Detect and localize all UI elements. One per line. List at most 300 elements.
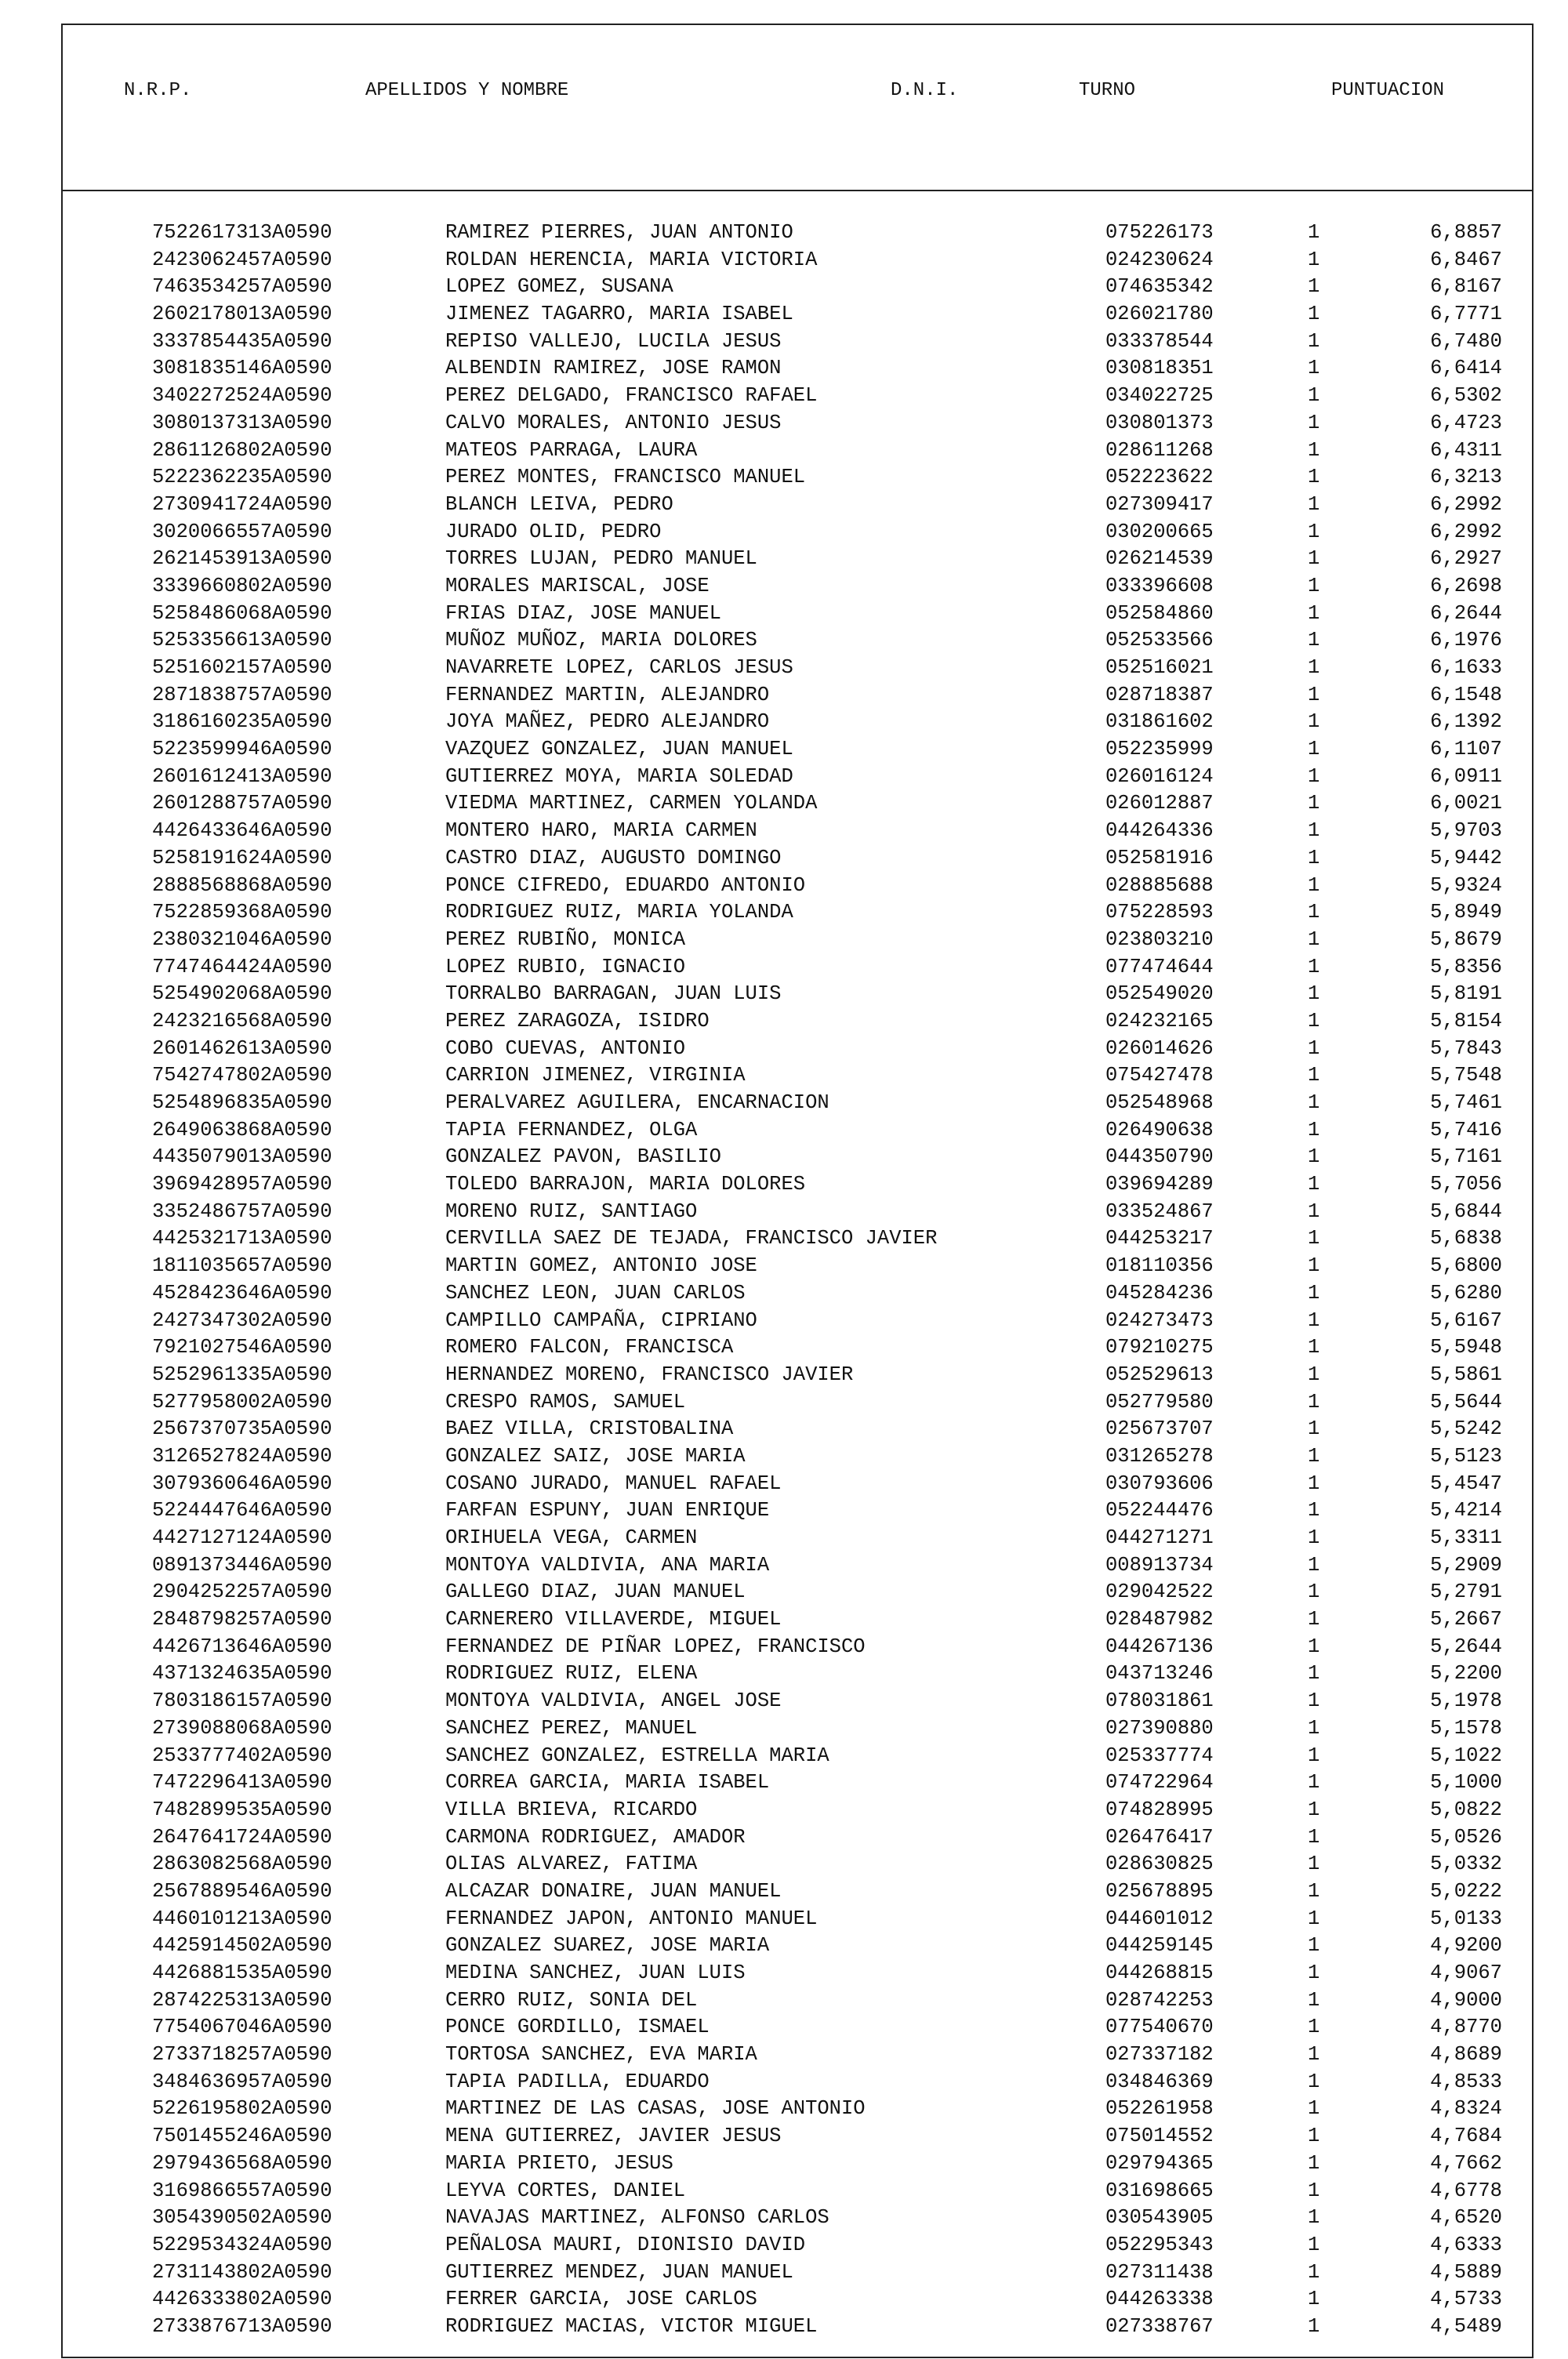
cell-nrp: 7501455246A0590 [152, 2125, 332, 2148]
cell-nrp: 2871838757A0590 [152, 683, 332, 706]
table-row [61, 709, 1534, 736]
cell-puntuacion: 5,6800 [1430, 1254, 1502, 1278]
cell-nombre: GALLEGO DIAZ, JUAN MANUEL [445, 1581, 746, 1604]
cell-nrp: 4426433646A0590 [152, 819, 332, 843]
cell-nrp: 4371324635A0590 [152, 1662, 332, 1686]
cell-nombre: JOYA MAÑEZ, PEDRO ALEJANDRO [445, 710, 770, 734]
cell-dni: 044263338 [1105, 2288, 1214, 2311]
cell-nrp: 4426333802A0590 [152, 2288, 332, 2311]
cell-nrp: 4425914502A0590 [152, 1934, 332, 1958]
cell-puntuacion: 4,7662 [1430, 2151, 1502, 2175]
cell-dni: 044253217 [1105, 1227, 1214, 1250]
cell-turno: 1 [1308, 1662, 1320, 1686]
table-row [61, 1062, 1534, 1090]
cell-nombre: TORRALBO BARRAGAN, JUAN LUIS [445, 982, 782, 1006]
column-header-turno: TURNO [1079, 80, 1136, 101]
cell-dni: 033378544 [1105, 329, 1214, 353]
cell-puntuacion: 6,1548 [1430, 683, 1502, 706]
cell-nombre: JURADO OLID, PEDRO [445, 520, 662, 543]
cell-nrp: 7463534257A0590 [152, 275, 332, 299]
cell-turno: 1 [1308, 846, 1320, 869]
cell-turno: 1 [1308, 2043, 1320, 2067]
table-row [61, 2014, 1534, 2041]
cell-nrp: 5252961335A0590 [152, 1363, 332, 1386]
table-row [61, 1036, 1534, 1063]
cell-nombre: MARTINEZ DE LAS CASAS, JOSE ANTONIO [445, 2097, 866, 2121]
cell-nrp: 3080137313A0590 [152, 411, 332, 434]
cell-nombre: ROMERO FALCON, FRANCISCA [445, 1336, 734, 1359]
table-row [61, 1743, 1534, 1770]
cell-nrp: 5223599946A0590 [152, 738, 332, 761]
cell-dni: 077540670 [1105, 2016, 1214, 2039]
table-row [61, 1308, 1534, 1335]
cell-puntuacion: 5,5948 [1430, 1336, 1502, 1359]
cell-puntuacion: 5,5123 [1430, 1444, 1502, 1468]
cell-turno: 1 [1308, 275, 1320, 299]
cell-dni: 074828995 [1105, 1798, 1214, 1821]
cell-puntuacion: 4,8324 [1430, 2097, 1502, 2121]
cell-nrp: 3079360646A0590 [152, 1472, 332, 1495]
cell-dni: 044264336 [1105, 819, 1214, 843]
cell-nrp: 2739088068A0590 [152, 1716, 332, 1740]
cell-puntuacion: 4,5889 [1430, 2260, 1502, 2284]
table-row [61, 1851, 1534, 1878]
cell-puntuacion: 6,8857 [1430, 221, 1502, 244]
cell-puntuacion: 5,2644 [1430, 1635, 1502, 1658]
cell-dni: 025337774 [1105, 1744, 1214, 1767]
cell-nrp: 2621453913A0590 [152, 547, 332, 571]
cell-turno: 1 [1308, 2125, 1320, 2148]
cell-nrp: 5224447646A0590 [152, 1499, 332, 1522]
cell-nrp: 3969428957A0590 [152, 1173, 332, 1196]
cell-puntuacion: 5,1022 [1430, 1744, 1502, 1767]
table-row [61, 1552, 1534, 1580]
cell-nrp: 3337854435A0590 [152, 329, 332, 353]
cell-nombre: PEREZ RUBIÑO, MONICA [445, 927, 686, 951]
cell-puntuacion: 5,7161 [1430, 1145, 1502, 1169]
cell-nrp: 2647641724A0590 [152, 1825, 332, 1849]
cell-turno: 1 [1308, 2233, 1320, 2256]
cell-dni: 052295343 [1105, 2233, 1214, 2256]
cell-nombre: TORRES LUJAN, PEDRO MANUEL [445, 547, 757, 571]
cell-dni: 052581916 [1105, 846, 1214, 869]
cell-puntuacion: 5,7548 [1430, 1064, 1502, 1087]
cell-puntuacion: 5,2200 [1430, 1662, 1502, 1686]
cell-dni: 044268815 [1105, 1962, 1214, 1984]
table-row [61, 1634, 1534, 1661]
cell-nrp: 2979436568A0590 [152, 2151, 332, 2175]
cell-puntuacion: 5,8191 [1430, 982, 1502, 1006]
cell-dni: 028885688 [1105, 873, 1214, 897]
cell-dni: 079210275 [1105, 1336, 1214, 1359]
cell-puntuacion: 4,6520 [1430, 2206, 1502, 2230]
table-row [61, 1715, 1534, 1743]
cell-puntuacion: 4,8770 [1430, 2016, 1502, 2039]
cell-dni: 029794365 [1105, 2151, 1214, 2175]
cell-nombre: CERRO RUIZ, SONIA DEL [445, 1988, 698, 2012]
cell-nombre: CARRION JIMENEZ, VIRGINIA [445, 1064, 746, 1087]
cell-dni: 008913734 [1105, 1553, 1214, 1577]
cell-dni: 026490638 [1105, 1118, 1214, 1141]
cell-turno: 1 [1308, 1336, 1320, 1359]
cell-turno: 1 [1308, 1988, 1320, 2012]
table-row [61, 1933, 1534, 1960]
cell-puntuacion: 6,6414 [1430, 357, 1502, 380]
cell-dni: 074722964 [1105, 1771, 1214, 1795]
cell-turno: 1 [1308, 466, 1320, 489]
cell-nombre: RODRIGUEZ RUIZ, MARIA YOLANDA [445, 901, 793, 924]
table-row [61, 1090, 1534, 1117]
cell-turno: 1 [1308, 2288, 1320, 2311]
cell-nombre: VILLA BRIEVA, RICARDO [445, 1798, 698, 1821]
cell-nombre: FERRER GARCIA, JOSE CARLOS [445, 2288, 757, 2311]
cell-nrp: 7522617313A0590 [152, 221, 332, 244]
cell-nrp: 2904252257A0590 [152, 1581, 332, 1604]
table-row [61, 1471, 1534, 1498]
cell-turno: 1 [1308, 1853, 1320, 1876]
table-row [61, 1389, 1534, 1417]
cell-turno: 1 [1308, 2206, 1320, 2230]
cell-nombre: COBO CUEVAS, ANTONIO [445, 1036, 686, 1060]
cell-dni: 026012887 [1105, 792, 1214, 815]
cell-nrp: 3169866557A0590 [152, 2179, 332, 2202]
cell-nombre: GUTIERREZ MOYA, MARIA SOLEDAD [445, 764, 793, 788]
cell-turno: 1 [1308, 601, 1320, 625]
table-row [61, 2314, 1534, 2341]
cell-nrp: 7803186157A0590 [152, 1689, 332, 1713]
cell-nrp: 2427347302A0590 [152, 1308, 332, 1332]
cell-turno: 1 [1308, 1825, 1320, 1849]
cell-puntuacion: 5,0222 [1430, 1879, 1502, 1903]
cell-puntuacion: 4,8533 [1430, 2070, 1502, 2093]
table-row [61, 1688, 1534, 1715]
cell-nombre: HERNANDEZ MORENO, FRANCISCO JAVIER [445, 1363, 854, 1386]
cell-dni: 026214539 [1105, 547, 1214, 571]
cell-dni: 027337182 [1105, 2043, 1214, 2067]
cell-puntuacion: 6,2992 [1430, 520, 1502, 543]
cell-dni: 052584860 [1105, 601, 1214, 625]
cell-nrp: 3402272524A0590 [152, 384, 332, 408]
cell-puntuacion: 6,0911 [1430, 764, 1502, 788]
table-row [61, 1769, 1534, 1797]
cell-nrp: 2888568868A0590 [152, 873, 332, 897]
cell-nombre: COSANO JURADO, MANUEL RAFAEL [445, 1472, 782, 1495]
cell-nombre: JIMENEZ TAGARRO, MARIA ISABEL [445, 303, 793, 326]
cell-nombre: SANCHEZ PEREZ, MANUEL [445, 1716, 698, 1740]
cell-dni: 045284236 [1105, 1281, 1214, 1305]
cell-nrp: 7482899535A0590 [152, 1798, 332, 1821]
table-row [61, 1878, 1534, 1906]
cell-turno: 1 [1308, 1145, 1320, 1169]
cell-nrp: 5258486068A0590 [152, 601, 332, 625]
cell-dni: 078031861 [1105, 1689, 1214, 1713]
cell-nrp: 4426713646A0590 [152, 1635, 332, 1658]
table-row [61, 954, 1534, 982]
cell-turno: 1 [1308, 384, 1320, 408]
cell-dni: 052223622 [1105, 466, 1214, 489]
cell-dni: 044601012 [1105, 1907, 1214, 1930]
cell-dni: 043713246 [1105, 1662, 1214, 1686]
cell-turno: 1 [1308, 1581, 1320, 1604]
table-row [61, 519, 1534, 546]
cell-puntuacion: 5,2791 [1430, 1581, 1502, 1604]
table-row [61, 2069, 1534, 2096]
table-row [61, 1525, 1534, 1552]
cell-nrp: 2874225313A0590 [152, 1988, 332, 2012]
cell-nrp: 2861126802A0590 [152, 438, 332, 462]
cell-nombre: CAMPILLO CAMPAÑA, CIPRIANO [445, 1308, 757, 1332]
cell-dni: 028487982 [1105, 1608, 1214, 1631]
cell-nombre: TORTOSA SANCHEZ, EVA MARIA [445, 2043, 757, 2067]
cell-dni: 024232165 [1105, 1009, 1214, 1033]
cell-turno: 1 [1308, 547, 1320, 571]
cell-dni: 052261958 [1105, 2097, 1214, 2121]
cell-turno: 1 [1308, 1064, 1320, 1087]
cell-turno: 1 [1308, 1716, 1320, 1740]
cell-nrp: 7472296413A0590 [152, 1771, 332, 1795]
cell-turno: 1 [1308, 2179, 1320, 2202]
cell-dni: 030801373 [1105, 411, 1214, 434]
cell-nrp: 3186160235A0590 [152, 710, 332, 734]
cell-turno: 1 [1308, 656, 1320, 679]
cell-turno: 1 [1308, 357, 1320, 380]
cell-turno: 1 [1308, 738, 1320, 761]
cell-puntuacion: 5,8949 [1430, 901, 1502, 924]
table-row [61, 2205, 1534, 2232]
cell-nrp: 2731143802A0590 [152, 2260, 332, 2284]
table-row [61, 1660, 1534, 1688]
cell-nrp: 5222362235A0590 [152, 466, 332, 489]
cell-nrp: 4435079013A0590 [152, 1145, 332, 1169]
cell-dni: 044267136 [1105, 1635, 1214, 1658]
cell-dni: 031265278 [1105, 1444, 1214, 1468]
cell-turno: 1 [1308, 492, 1320, 516]
cell-nombre: FERNANDEZ JAPON, ANTONIO MANUEL [445, 1907, 818, 1930]
cell-turno: 1 [1308, 2151, 1320, 2175]
cell-nombre: LEYVA CORTES, DANIEL [445, 2179, 686, 2202]
cell-nrp: 7921027546A0590 [152, 1336, 332, 1359]
table-row [61, 845, 1534, 873]
cell-nombre: MORENO RUIZ, SANTIAGO [445, 1199, 698, 1223]
cell-puntuacion: 6,2644 [1430, 601, 1502, 625]
cell-turno: 1 [1308, 819, 1320, 843]
cell-turno: 1 [1308, 221, 1320, 244]
cell-turno: 1 [1308, 303, 1320, 326]
table-row [61, 301, 1534, 328]
cell-nrp: 3352486757A0590 [152, 1199, 332, 1223]
table-row [61, 2150, 1534, 2178]
cell-nrp: 5277958002A0590 [152, 1390, 332, 1414]
cell-puntuacion: 4,6778 [1430, 2179, 1502, 2202]
cell-nombre: MENA GUTIERREZ, JAVIER JESUS [445, 2125, 782, 2148]
cell-nrp: 3339660802A0590 [152, 574, 332, 597]
cell-turno: 1 [1308, 982, 1320, 1006]
cell-puntuacion: 4,9200 [1430, 1934, 1502, 1958]
cell-nombre: CRESPO RAMOS, SAMUEL [445, 1390, 686, 1414]
cell-dni: 026476417 [1105, 1825, 1214, 1849]
cell-turno: 1 [1308, 411, 1320, 434]
table-row [61, 247, 1534, 274]
cell-puntuacion: 6,1976 [1430, 629, 1502, 652]
table-row [61, 682, 1534, 710]
cell-nombre: MONTERO HARO, MARIA CARMEN [445, 819, 757, 843]
table-row [61, 764, 1534, 791]
cell-puntuacion: 5,6844 [1430, 1199, 1502, 1223]
cell-nombre: CALVO MORALES, ANTONIO JESUS [445, 411, 782, 434]
column-header-dni: D.N.I. [891, 80, 959, 101]
cell-turno: 1 [1308, 1091, 1320, 1114]
cell-puntuacion: 6,1633 [1430, 656, 1502, 679]
cell-puntuacion: 4,6333 [1430, 2233, 1502, 2256]
cell-nombre: GUTIERREZ MENDEZ, JUAN MANUEL [445, 2260, 793, 2284]
cell-turno: 1 [1308, 955, 1320, 978]
cell-nrp: 2848798257A0590 [152, 1608, 332, 1631]
column-header-puntuacion: PUNTUACION [1331, 80, 1445, 101]
cell-nrp: 5251602157A0590 [152, 656, 332, 679]
table-row [61, 355, 1534, 383]
cell-turno: 1 [1308, 1308, 1320, 1332]
cell-nombre: FERNANDEZ MARTIN, ALEJANDRO [445, 683, 770, 706]
table-row [61, 1362, 1534, 1389]
cell-dni: 024230624 [1105, 248, 1214, 271]
table-row [61, 1797, 1534, 1824]
cell-nombre: TAPIA PADILLA, EDUARDO [445, 2070, 710, 2093]
cell-nombre: TOLEDO BARRAJON, MARIA DOLORES [445, 1173, 806, 1196]
cell-nrp: 2601612413A0590 [152, 764, 332, 788]
cell-puntuacion: 5,6167 [1430, 1308, 1502, 1332]
cell-nombre: FERNANDEZ DE PIÑAR LOPEZ, FRANCISCO [445, 1635, 866, 1658]
cell-puntuacion: 6,1392 [1430, 710, 1502, 734]
cell-nombre: MONTOYA VALDIVIA, ANGEL JOSE [445, 1689, 782, 1713]
cell-nombre: CERVILLA SAEZ DE TEJADA, FRANCISCO JAVIER [445, 1227, 938, 1250]
cell-dni: 018110356 [1105, 1254, 1214, 1278]
cell-nrp: 5253356613A0590 [152, 629, 332, 652]
table-row [61, 1008, 1534, 1036]
cell-puntuacion: 5,7056 [1430, 1173, 1502, 1196]
cell-puntuacion: 5,5242 [1430, 1417, 1502, 1441]
cell-dni: 030543905 [1105, 2206, 1214, 2230]
cell-turno: 1 [1308, 1879, 1320, 1903]
cell-dni: 028718387 [1105, 683, 1214, 706]
cell-puntuacion: 4,5733 [1430, 2288, 1502, 2311]
table-row [61, 1824, 1534, 1852]
table-row [61, 873, 1534, 900]
cell-turno: 1 [1308, 1363, 1320, 1386]
table-row [61, 573, 1534, 601]
cell-turno: 1 [1308, 1934, 1320, 1958]
table-row [61, 1171, 1534, 1199]
cell-nombre: RODRIGUEZ RUIZ, ELENA [445, 1662, 698, 1686]
cell-nrp: 2602178013A0590 [152, 303, 332, 326]
table-row [61, 2259, 1534, 2287]
cell-nombre: PERALVAREZ AGUILERA, ENCARNACION [445, 1091, 829, 1114]
cell-nrp: 4427127124A0590 [152, 1526, 332, 1549]
cell-turno: 1 [1308, 764, 1320, 788]
cell-dni: 052516021 [1105, 656, 1214, 679]
cell-nombre: MARIA PRIETO, JESUS [445, 2151, 673, 2175]
table-row [61, 1144, 1534, 1171]
cell-nrp: 2863082568A0590 [152, 1853, 332, 1876]
cell-turno: 1 [1308, 1907, 1320, 1930]
cell-nrp: 7747464424A0590 [152, 955, 332, 978]
cell-nombre: MORALES MARISCAL, JOSE [445, 574, 710, 597]
cell-nombre: MONTOYA VALDIVIA, ANA MARIA [445, 1553, 770, 1577]
table-row [61, 220, 1534, 247]
cell-nrp: 3054390502A0590 [152, 2206, 332, 2230]
cell-turno: 1 [1308, 1635, 1320, 1658]
cell-nombre: MEDINA SANCHEZ, JUAN LUIS [445, 1962, 746, 1984]
column-header-nrp: N.R.P. [124, 80, 192, 101]
cell-turno: 1 [1308, 1771, 1320, 1795]
cell-dni: 052244476 [1105, 1499, 1214, 1522]
cell-dni: 044350790 [1105, 1145, 1214, 1169]
cell-puntuacion: 6,4311 [1430, 438, 1502, 462]
cell-nombre: PEREZ DELGADO, FRANCISCO RAFAEL [445, 384, 818, 408]
cell-puntuacion: 5,6838 [1430, 1227, 1502, 1250]
cell-turno: 1 [1308, 1009, 1320, 1033]
cell-puntuacion: 5,7416 [1430, 1118, 1502, 1141]
cell-puntuacion: 5,1000 [1430, 1771, 1502, 1795]
cell-puntuacion: 4,5489 [1430, 2314, 1502, 2338]
cell-puntuacion: 6,4723 [1430, 411, 1502, 434]
cell-dni: 033396608 [1105, 574, 1214, 597]
cell-puntuacion: 5,9442 [1430, 846, 1502, 869]
cell-nombre: CARMONA RODRIGUEZ, AMADOR [445, 1825, 746, 1849]
cell-turno: 1 [1308, 710, 1320, 734]
cell-dni: 027309417 [1105, 492, 1214, 516]
cell-turno: 1 [1308, 2070, 1320, 2093]
cell-turno: 1 [1308, 574, 1320, 597]
cell-turno: 1 [1308, 520, 1320, 543]
cell-puntuacion: 5,8679 [1430, 927, 1502, 951]
cell-nombre: OLIAS ALVAREZ, FATIMA [445, 1853, 698, 1876]
cell-dni: 034022725 [1105, 384, 1214, 408]
cell-nrp: 5258191624A0590 [152, 846, 332, 869]
cell-nombre: BLANCH LEIVA, PEDRO [445, 492, 673, 516]
cell-dni: 030793606 [1105, 1472, 1214, 1495]
table-row [61, 464, 1534, 492]
table-header [61, 24, 1534, 191]
cell-dni: 052548968 [1105, 1091, 1214, 1114]
cell-turno: 1 [1308, 1173, 1320, 1196]
cell-nrp: 2733876713A0590 [152, 2314, 332, 2338]
cell-nrp: 2423216568A0590 [152, 1009, 332, 1033]
cell-dni: 025678895 [1105, 1879, 1214, 1903]
table-row [61, 1443, 1534, 1471]
cell-nombre: ALCAZAR DONAIRE, JUAN MANUEL [445, 1879, 782, 1903]
cell-nrp: 5254896835A0590 [152, 1091, 332, 1114]
cell-dni: 052549020 [1105, 982, 1214, 1006]
cell-turno: 1 [1308, 438, 1320, 462]
cell-nrp: 4425321713A0590 [152, 1227, 332, 1250]
cell-nombre: LOPEZ RUBIO, IGNACIO [445, 955, 686, 978]
cell-turno: 1 [1308, 329, 1320, 353]
cell-dni: 025673707 [1105, 1417, 1214, 1441]
table-row [61, 1497, 1534, 1525]
cell-dni: 029042522 [1105, 1581, 1214, 1604]
cell-dni: 052529613 [1105, 1363, 1214, 1386]
cell-nrp: 1811035657A0590 [152, 1254, 332, 1278]
cell-dni: 027338767 [1105, 2314, 1214, 2338]
cell-nombre: VAZQUEZ GONZALEZ, JUAN MANUEL [445, 738, 793, 761]
cell-nombre: PONCE GORDILLO, ISMAEL [445, 2016, 710, 2039]
cell-turno: 1 [1308, 1417, 1320, 1441]
table-row [61, 818, 1534, 845]
cell-dni: 026021780 [1105, 303, 1214, 326]
table-row [61, 627, 1534, 655]
cell-nombre: RAMIREZ PIERRES, JUAN ANTONIO [445, 221, 793, 244]
cell-nrp: 2423062457A0590 [152, 248, 332, 271]
